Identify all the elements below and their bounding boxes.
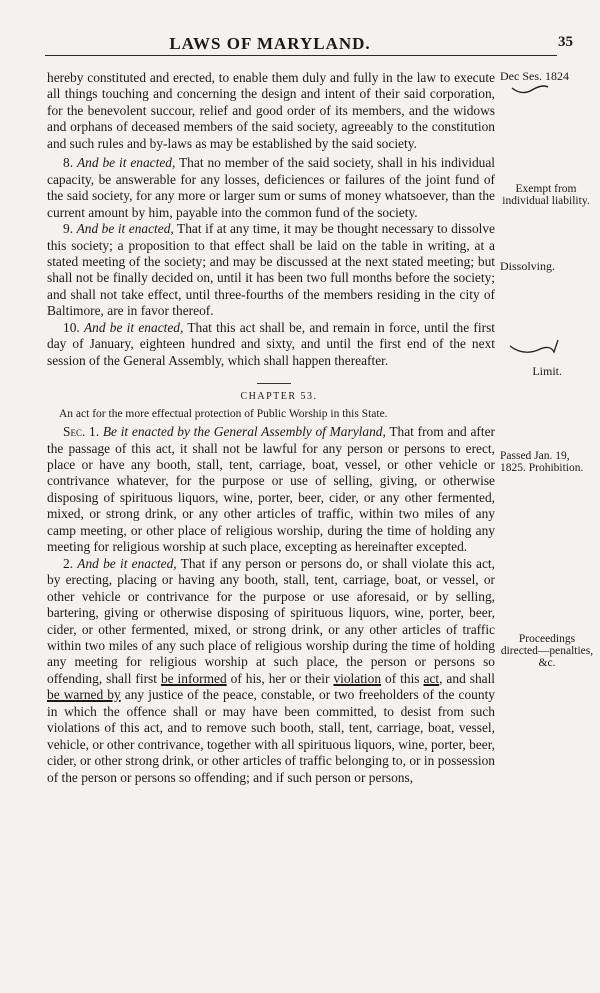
enacting-clause: And be it enacted, <box>77 555 177 571</box>
section-text: That if any person or persons do, or shall violate this act, by erecting, placing or having any booth, stall, tent, carriage, boat, or vessel, or other vehicle or contrivance for the purpose or use aforesaid, or by selling, bartering, giving or otherwise disposing of spirituous liquors, wine, porter, beer, cider, or other fermented, mixed, or strong drink, or any other articles of traffic within two miles of any such place of religious worship during the time of holding any meeting for religious worship at such place, the person or persons so offending, shall first <box>47 555 495 686</box>
underlined-phrase: be informed <box>160 670 227 686</box>
margin-notes <box>500 0 600 993</box>
section-label: Sec. 1. <box>63 424 100 440</box>
section-8 <box>47 155 495 221</box>
body-text <box>47 70 495 786</box>
enacting-clause: And be it enacted, <box>76 221 174 237</box>
pen-mark-icon <box>510 84 550 96</box>
enacting-clause: And be it enacted, <box>76 155 176 171</box>
chapter-section-2 <box>47 556 495 786</box>
section-text: That from and after the passage of this act, it shall not be lawful for any person or persons to erect, place or have any booth, stall, tent, carriage, boat, vessel, or other vehicle or contrivance whatever, for the purpose or use of selling, giving, or otherwise disposing of spirituous liquors, wine, porter, beer, cider, or any other fermented, mixed, or strong drink, or any other articles of traffic, within two miles of any camp meeting, or other place of religious worship, during the time of holding any meeting for religious worship at such place, excepting as hereinafter excepted. <box>47 424 495 555</box>
running-title: LAWS OF MARYLAND. <box>169 34 371 53</box>
chapter-heading: CHAPTER 53. <box>47 389 495 405</box>
section-text: That this act shall be, and remain in force, until the first day of January, eighteen hundred and sixty, and until the first end of the next session of the General Assembly, which shall happen thereafter. <box>47 319 495 368</box>
section-number: 10. <box>63 319 80 335</box>
section-number: 8. <box>63 155 74 171</box>
page-number: 35 <box>558 34 573 50</box>
section-text: , and shall <box>439 670 496 686</box>
margin-note-passed: Passed Jan. 19, 1825. Prohibition. <box>500 450 584 474</box>
chapter-section-1 <box>47 424 495 556</box>
underlined-phrase: be warned by <box>47 687 121 703</box>
section-10 <box>47 320 495 369</box>
section-number: 2. <box>63 555 74 571</box>
chapter-spacer <box>47 369 495 389</box>
margin-note-proceedings: Proceedings directed—penalties, &c. <box>500 633 594 669</box>
margin-note-session: Dec Ses. 1824 <box>500 69 569 83</box>
header-rule <box>45 55 557 56</box>
section-text: of this <box>385 670 420 686</box>
section-9 <box>47 221 495 320</box>
paragraph-continuation: hereby constituted and erected, to enable them duly and fully in the law to execute all things touching and concerning the design and intent of their said corporation, for the benevolent succour, relief and good order of its members, and the widows and orphans of deceased members of the said society, agreeably to the constitution and such rules and by-laws as may be established by the said society. <box>47 70 495 151</box>
margin-note-limit: Limit. <box>532 364 562 378</box>
section-number: 9. <box>63 221 74 237</box>
section-text: of his, her or their <box>230 670 330 686</box>
underlined-phrase: act <box>423 670 440 686</box>
enacting-clause: Be it enacted by the General Assembly of Maryland, <box>102 424 386 440</box>
pen-mark-icon <box>508 338 568 360</box>
section-text: That no member of the said society, shall in his individual capacity, be answerable for any losses, deficiences or failures of the joint fund of the said society, for any more or larger sum or sums of money whatsoever, than the current amount by him, payable into the common fund of the society. <box>47 155 495 220</box>
underlined-phrase: violation <box>333 670 382 686</box>
enacting-clause: And be it enacted, <box>84 319 184 335</box>
margin-note-dissolving: Dissolving. <box>500 259 556 273</box>
section-text: That if at any time, it may be thought necessary to dissolve this society; a proposition to that effect shall be laid on the table in writing, at a stated meeting of the society; and may be discussed at the next stated meeting; but shall not be finally decided on, until it has been two full months before the society; and shall not take effect, until three-fourths of the members residing in the city of Baltimore, are in favor thereof. <box>47 221 495 319</box>
margin-note-exempt: Exempt from individual liability. <box>502 183 590 207</box>
section-text: any justice of the peace, constable, or two freeholders of the county in which the offence shall or may have been committed, to desist from such violations of this act, and to remove such booth, stall, tent, carriage, boat, vessel, vehicle, or other contrivance, together with all spirituous liquors, wine, porter, beer, cider, or other strong drink, or other articles of traffic belonging to, or in possession of the person or persons so offending; and if such person or persons, <box>47 687 495 785</box>
act-title: An act for the more effectual protection of Public Worship in this State. <box>59 407 388 420</box>
